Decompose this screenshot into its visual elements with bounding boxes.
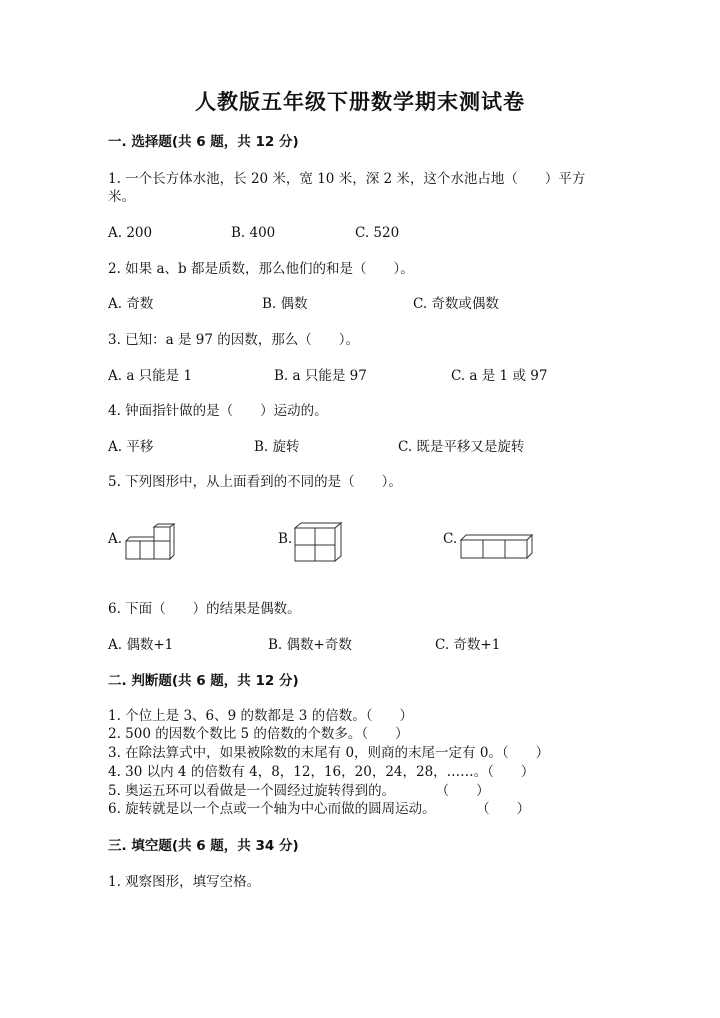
question-6-option-c: C. 奇数+1	[435, 637, 501, 653]
section-heading-judge: 二. 判断题(共 6 题，共 12 分)	[108, 673, 299, 689]
question-5-option-b: B.	[278, 531, 293, 547]
question-1-option-c: C. 520	[355, 225, 400, 241]
question-1-stem-cont: 米。	[108, 189, 135, 205]
question-4-option-a: A. 平移	[108, 439, 154, 455]
question-4-option-b: B. 旋转	[254, 439, 300, 455]
question-5-option-a: A.	[108, 531, 123, 547]
question-5-stem: 5. 下列图形中，从上面看到的不同的是（ ）。	[108, 474, 402, 490]
judge-item-6: 6. 旋转就是以一个点或一个轴为中心而做的圆周运动。 （ ）	[108, 801, 531, 817]
judge-item-5: 5. 奥运五环可以看做是一个圆经过旋转得到的。 （ ）	[108, 783, 490, 799]
question-2-option-b: B. 偶数	[262, 296, 308, 312]
section-heading-fill: 三. 填空题(共 6 题，共 34 分)	[108, 838, 299, 854]
page-title: 人教版五年级下册数学期末测试卷	[195, 90, 525, 114]
judge-item-3: 3. 在除法算式中，如果被除数的末尾有 0，则商的末尾一定有 0。（ ）	[108, 745, 550, 761]
question-3-option-a: A. a 只能是 1	[108, 368, 193, 384]
question-5-option-c: C.	[443, 531, 458, 547]
question-1-option-b: B. 400	[231, 225, 276, 241]
judge-item-2: 2. 500 的因数个数比 5 的倍数的个数多。（ ）	[108, 726, 409, 742]
figure-c-cubes	[459, 534, 535, 560]
question-3-option-c: C. a 是 1 或 97	[451, 368, 548, 384]
question-2-stem: 2. 如果 a、b 都是质数，那么他们的和是（ ）。	[108, 261, 414, 277]
fill-question-1-stem: 1. 观察图形，填写空格。	[108, 874, 261, 890]
question-6-option-a: A. 偶数+1	[108, 637, 174, 653]
question-3-stem: 3. 已知：a 是 97 的因数，那么（ ）。	[108, 332, 360, 348]
figure-a-cubes	[124, 524, 180, 564]
question-4-option-c: C. 既是平移又是旋转	[398, 439, 525, 455]
judge-item-4: 4. 30 以内 4 的倍数有 4，8，12，16，20，24，28，……。（ ）	[108, 764, 535, 780]
section-heading-choice: 一. 选择题(共 6 题，共 12 分)	[108, 134, 299, 150]
question-2-option-a: A. 奇数	[108, 296, 154, 312]
question-3-option-b: B. a 只能是 97	[274, 368, 367, 384]
question-6-stem: 6. 下面（ ）的结果是偶数。	[108, 601, 301, 617]
figure-b-cubes	[293, 522, 345, 562]
judge-item-1: 1. 个位上是 3、6、9 的数都是 3 的倍数。（ ）	[108, 708, 413, 724]
question-1-stem: 1. 一个长方体水池，长 20 米，宽 10 米，深 2 米，这个水池占地（ ）平方	[108, 171, 586, 187]
question-4-stem: 4. 钟面指针做的是（ ）运动的。	[108, 403, 328, 419]
question-6-option-b: B. 偶数+奇数	[268, 637, 352, 653]
question-1-option-a: A. 200	[108, 225, 153, 241]
question-2-option-c: C. 奇数或偶数	[413, 296, 499, 312]
